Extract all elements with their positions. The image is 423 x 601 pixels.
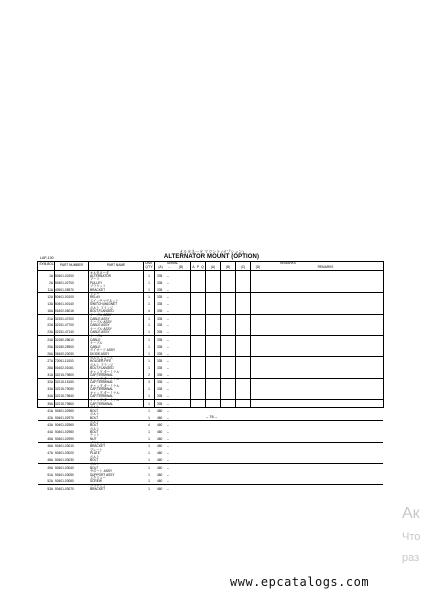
symbol-cell: 31A — [47, 372, 53, 377]
symbol-cell: 41A — [47, 408, 53, 413]
qty-cell: 1 — [148, 316, 150, 321]
symbol-cell: 1A — [49, 273, 53, 278]
serial-to-cell: – — [167, 323, 169, 328]
qty-cell: 1 — [148, 323, 150, 328]
serial-to-cell: – — [167, 401, 169, 406]
serial-from-cell: 335 — [157, 401, 163, 406]
part-number-cell: 40501-05570 — [55, 287, 74, 292]
symbol-cell: 45A — [47, 436, 53, 441]
qty-cell: 4 — [148, 423, 150, 428]
part-name-cell: サポート ASSY — [90, 469, 113, 474]
part-name-cell: RELAY — [90, 295, 101, 300]
part-number-cell: 32215-79050 — [55, 387, 74, 392]
header-part-name: PART NAME — [106, 263, 126, 267]
serial-from-cell: 460 — [157, 458, 163, 463]
qty-cell: 1 — [148, 359, 150, 364]
part-name-cell: BOLT,FLANGED — [90, 309, 114, 314]
part-name-cell: ダイオード ASSY — [90, 348, 116, 353]
serial-from-cell: 460 — [157, 479, 163, 484]
serial-to-cell: – — [167, 472, 169, 477]
serial-to-cell: – — [167, 359, 169, 364]
symbol-cell: 16A — [47, 309, 53, 314]
part-name-cell: ケーブル ASSY — [90, 313, 112, 318]
serial-to-cell: – — [167, 344, 169, 349]
serial-from-cell: 335 — [157, 273, 163, 278]
serial-to-cell: – — [167, 330, 169, 335]
part-number-cell: 32215-79840 — [55, 394, 74, 399]
qty-cell: 1 — [148, 273, 150, 278]
qty-cell: 1 — [148, 401, 150, 406]
header-serial: SERIAL — [166, 261, 179, 265]
serial-from-cell: 335 — [157, 287, 163, 292]
part-name-cell: ALTERNATOR — [90, 273, 111, 278]
qty-cell: 1 — [148, 472, 150, 477]
header-remarks-q: Q — [201, 265, 204, 269]
header-serial-a: (A) — [158, 265, 163, 269]
part-name-cell: CAP,TERMINAL — [90, 380, 114, 385]
part-name-cell: ボルト — [90, 419, 100, 424]
symbol-cell: 34A — [47, 394, 53, 399]
symbol-cell: 52A — [47, 479, 53, 484]
qty-cell: 1 — [148, 451, 150, 456]
header-part-number: PART NUMBER — [60, 263, 83, 267]
header-remarks: REMARKS — [280, 261, 296, 265]
part-name-cell: DIODE ASSY — [90, 351, 110, 356]
part-name-cell: ケーブル — [90, 334, 103, 339]
serial-to-cell: – — [167, 351, 169, 356]
header-remarks-a: A — [192, 265, 195, 269]
part-name-cell: PULLEY — [90, 280, 103, 285]
serial-to-cell: – — [167, 423, 169, 428]
serial-from-cell: 335 — [157, 337, 163, 342]
part-name-cell: スイッチマグネット — [90, 298, 119, 303]
serial-from-cell: 335 — [157, 330, 163, 335]
part-name-cell: キャップ,ターミナル — [90, 398, 120, 403]
serial-from-cell: 460 — [157, 465, 163, 470]
qty-cell: 1 — [148, 387, 150, 392]
part-name-cell: SWITCH,MAGNET — [90, 302, 118, 307]
serial-from-cell: 460 — [157, 486, 163, 491]
serial-from-cell: 335 — [157, 309, 163, 314]
part-number-cell: 50401-02200 — [55, 273, 74, 278]
serial-from-cell: 335 — [157, 394, 163, 399]
part-name-cell: プレート — [90, 447, 103, 452]
serial-from-cell: 335 — [157, 351, 163, 356]
part-name-cell: キャップ,ターミナル — [90, 383, 120, 388]
serial-from-cell: 335 — [157, 366, 163, 371]
symbol-cell: 35A — [47, 401, 53, 406]
qty-cell: 1 — [148, 486, 150, 491]
part-name-cell: プーリ — [90, 277, 100, 282]
qty-cell: 2 — [148, 372, 150, 377]
qty-cell: 1 — [148, 415, 150, 420]
part-number-cell: 01602-01061 — [55, 366, 74, 371]
qty-cell: 1 — [148, 394, 150, 399]
serial-to-cell: – — [167, 295, 169, 300]
serial-to-cell: – — [167, 444, 169, 449]
symbol-cell: 26A — [47, 351, 53, 356]
symbol-cell: 22A — [47, 323, 53, 328]
header-serial-b: (B) — [178, 265, 184, 269]
symbol-cell: 33A — [47, 387, 53, 392]
serial-to-cell: – — [167, 337, 169, 342]
qty-cell: 1 — [148, 436, 150, 441]
qty-cell: 3 — [148, 380, 150, 385]
part-name-cell: ナット — [90, 433, 100, 438]
part-name-cell: BOLT — [90, 429, 99, 434]
part-name-cell: BRACKET — [90, 287, 106, 292]
part-name-cell: BOLT — [90, 408, 99, 413]
serial-to-cell: – — [167, 408, 169, 413]
serial-from-cell: 335 — [157, 359, 163, 364]
part-name-cell: ボルト — [90, 426, 100, 431]
part-number-cell: 32215-79800 — [55, 372, 74, 377]
qty-cell: 1 — [148, 479, 150, 484]
part-name-cell: スクリュー — [90, 476, 106, 480]
symbol-cell: 28A — [47, 366, 53, 371]
part-number-cell: 50401-03070 — [55, 486, 74, 491]
part-number-cell: 50401-02960 — [55, 423, 74, 428]
qty-cell: 1 — [148, 287, 150, 292]
serial-to-cell: – — [167, 380, 169, 385]
header-remarks-col-a: (A) — [210, 265, 216, 269]
symbol-cell: 53A — [47, 486, 53, 491]
serial-from-cell: 460 — [157, 408, 163, 413]
serial-from-cell: 335 — [157, 344, 163, 349]
serial-from-cell: 460 — [157, 436, 163, 441]
part-number-cell: 32151-47140 — [55, 330, 74, 335]
qty-cell: 1 — [148, 280, 150, 285]
symbol-cell: 44A — [47, 429, 53, 434]
qty-cell: 1 — [148, 330, 150, 335]
serial-from-cell: 335 — [157, 295, 163, 300]
serial-to-cell: – — [167, 436, 169, 441]
symbol-cell: 24A — [47, 337, 53, 342]
header-remarks-col-d: (D) — [255, 265, 261, 269]
symbol-cell: 2A — [49, 280, 53, 285]
part-name-cell: ホルダ,ヒューズ — [90, 355, 113, 360]
part-number-cell: 50401-02700 — [55, 280, 74, 285]
part-name-cell: BRACKET — [90, 444, 106, 449]
header-symbol: SYM-BOL — [39, 262, 54, 266]
serial-from-cell: 335 — [157, 302, 163, 307]
part-name-cell: CAP,TERMINAL — [90, 372, 114, 377]
symbol-cell: 32A — [47, 380, 53, 385]
serial-to-cell: – — [167, 372, 169, 377]
part-name-cell: BOLT,FLANGED — [90, 366, 114, 371]
part-name-cell: CABLE — [90, 344, 101, 349]
symbol-cell: 23A — [47, 330, 53, 335]
symbol-cell: 42A — [47, 415, 53, 420]
qty-cell: 1 — [148, 429, 150, 434]
serial-to-cell: – — [167, 415, 169, 420]
part-name-cell: CABLE ASSY — [90, 330, 110, 335]
part-number-cell: 01602-06016 — [55, 309, 74, 314]
part-number-cell: 32151-47700 — [55, 323, 74, 328]
serial-to-cell: – — [167, 309, 169, 314]
part-name-cell: キャップ,ターミナル — [90, 369, 120, 374]
part-name-cell: PLATE — [90, 451, 100, 456]
page-code: LAP-100 — [40, 256, 54, 260]
part-name-cell: ブラケット — [90, 440, 106, 445]
part-name-cell: キャップ,ターミナル — [90, 377, 120, 381]
part-name-cell: CAP,TERMINAL — [90, 401, 114, 406]
serial-from-cell: 460 — [157, 444, 163, 449]
part-name-cell: ブラケット — [90, 284, 106, 289]
qty-cell: 4 — [148, 309, 150, 314]
serial-to-cell: – — [167, 316, 169, 321]
serial-to-cell: – — [167, 387, 169, 392]
serial-to-cell: – — [167, 366, 169, 371]
header-remarks-col-c: (C) — [240, 265, 246, 269]
part-name-cell: SCREW — [90, 479, 102, 484]
part-number-cell: 50401-02970 — [55, 415, 74, 420]
symbol-cell: 11A — [47, 287, 53, 292]
serial-from-cell: 335 — [157, 372, 163, 377]
page-subtitle: オルタネータ マウント (オプション) — [179, 249, 244, 254]
watermark-line-3: раз — [402, 552, 420, 564]
part-name-cell: ボルト — [90, 405, 100, 410]
part-number-cell: 50401-00140 — [55, 302, 74, 307]
qty-cell: 1 — [148, 458, 150, 463]
serial-from-cell: 460 — [157, 472, 163, 477]
serial-from-cell: 335 — [157, 280, 163, 285]
serial-from-cell: 460 — [157, 423, 163, 428]
qty-cell: 1 — [148, 337, 150, 342]
part-number-cell: 32180-28900 — [55, 344, 74, 349]
part-name-cell: ボルト フランジ — [90, 305, 114, 310]
serial-to-cell: – — [167, 429, 169, 434]
serial-to-cell: – — [167, 465, 169, 470]
part-number-cell: 50401-02980 — [55, 429, 74, 434]
serial-from-cell: 335 — [157, 380, 163, 385]
qty-cell: 1 — [148, 295, 150, 300]
part-number-cell: 50401-03060 — [55, 479, 74, 484]
watermark-line-1: Ак — [402, 505, 420, 522]
part-name-cell: オルタネータ — [90, 270, 109, 275]
serial-to-cell: – — [167, 302, 169, 307]
serial-to-cell: – — [167, 451, 169, 456]
part-number-cell: 50401-03010 — [55, 444, 74, 449]
part-number-cell: 50401-00100 — [55, 295, 74, 300]
header-serial-arrow: → — [167, 265, 171, 269]
footer-url-link[interactable]: www.epcatalogs.com — [230, 575, 370, 589]
part-name-cell: ケーブル — [90, 341, 103, 346]
serial-to-cell: – — [167, 394, 169, 399]
part-name-cell: キャップ,ターミナル — [90, 390, 120, 395]
header-remarks-col-b: (B) — [225, 265, 231, 269]
part-name-cell: NUT — [90, 436, 97, 441]
qty-cell: 1 — [148, 408, 150, 413]
symbol-cell: 12A — [47, 295, 53, 300]
part-number-cell: 50401-03030 — [55, 458, 74, 463]
part-number-cell: 32215-79860 — [55, 401, 74, 406]
part-number-cell: 50401-03020 — [55, 451, 74, 456]
serial-from-cell: 460 — [157, 451, 163, 456]
page-number: – 76 – — [205, 414, 218, 419]
serial-from-cell: 460 — [157, 429, 163, 434]
part-name-cell: ボルト フランジ — [90, 362, 114, 367]
part-number-cell: 35400-20030 — [55, 351, 74, 356]
serial-from-cell: 335 — [157, 316, 163, 321]
part-number-cell: 72061-11000 — [55, 359, 74, 364]
symbol-cell: 48A — [47, 458, 53, 463]
symbol-cell: 49A — [47, 465, 53, 470]
part-name-cell: CABLE ASSY — [90, 316, 110, 321]
symbol-cell: 46A — [47, 444, 53, 449]
qty-cell: 1 — [148, 344, 150, 349]
serial-from-cell: 460 — [157, 415, 163, 420]
serial-to-cell: – — [167, 280, 169, 285]
header-remarks-p: P — [196, 265, 200, 269]
symbol-cell: 13A — [47, 302, 53, 307]
part-name-cell: CABLE — [90, 337, 101, 342]
part-number-cell: 50401-02990 — [55, 436, 74, 441]
qty-cell: 1 — [148, 366, 150, 371]
part-name-cell: HOLDER,FIFE — [90, 359, 112, 364]
part-name-cell: ボルト — [90, 412, 100, 417]
part-name-cell: SUPPORT ASSY — [90, 472, 115, 477]
qty-cell: 1 — [148, 465, 150, 470]
symbol-cell: 51A — [47, 472, 53, 477]
part-number-cell: 50401-03050 — [55, 472, 74, 477]
part-name-cell: ケーブル ASSY — [90, 326, 112, 331]
serial-to-cell: – — [167, 287, 169, 292]
part-number-cell: 50401-02960 — [55, 408, 74, 413]
header-remarks-text: REMARKS — [317, 265, 334, 269]
symbol-cell: 21A — [47, 316, 53, 321]
part-name-cell: BRACKET — [90, 486, 106, 491]
part-name-cell: BOLT — [90, 415, 99, 420]
page-title: ALTERNATOR MOUNT (OPTION) — [163, 254, 260, 260]
table-row — [38, 488, 385, 495]
part-name-cell: ブラケット — [90, 483, 106, 488]
serial-from-cell: 335 — [157, 323, 163, 328]
serial-to-cell: – — [167, 486, 169, 491]
part-name-cell: BOLT — [90, 423, 99, 428]
part-name-cell: リレー — [90, 291, 100, 296]
part-number-cell: 50401-03040 — [55, 465, 74, 470]
symbol-cell: 27A — [47, 359, 53, 364]
symbol-cell: 47A — [47, 451, 53, 456]
part-name-cell: ボルト — [90, 462, 100, 467]
qty-cell: 1 — [148, 351, 150, 356]
symbol-cell: 43A — [47, 423, 53, 428]
part-name-cell: ボルト — [90, 454, 100, 459]
part-name-cell: BOLT — [90, 465, 99, 470]
part-number-cell: 32151-47200 — [55, 316, 74, 321]
part-name-cell: CAP,TERMINAL — [90, 394, 114, 399]
serial-to-cell: – — [167, 273, 169, 278]
part-name-cell: BOLT — [90, 458, 99, 463]
header-unit-qty: UNIT Q'TY — [145, 261, 153, 269]
watermark-line-2: Что — [402, 531, 421, 543]
part-name-cell: CABLE ASSY — [90, 323, 110, 328]
symbol-cell: 25A — [47, 344, 53, 349]
part-number-cell: 32215-15150 — [55, 380, 74, 385]
serial-from-cell: 335 — [157, 387, 163, 392]
part-name-cell: CAP,TERMINAL — [90, 387, 114, 392]
qty-cell: 1 — [148, 302, 150, 307]
qty-cell: 1 — [148, 444, 150, 449]
serial-to-cell: – — [167, 458, 169, 463]
serial-to-cell: – — [167, 479, 169, 484]
part-name-cell: ケーブル ASSY — [90, 320, 112, 324]
part-number-cell: 32180-28610 — [55, 337, 74, 342]
